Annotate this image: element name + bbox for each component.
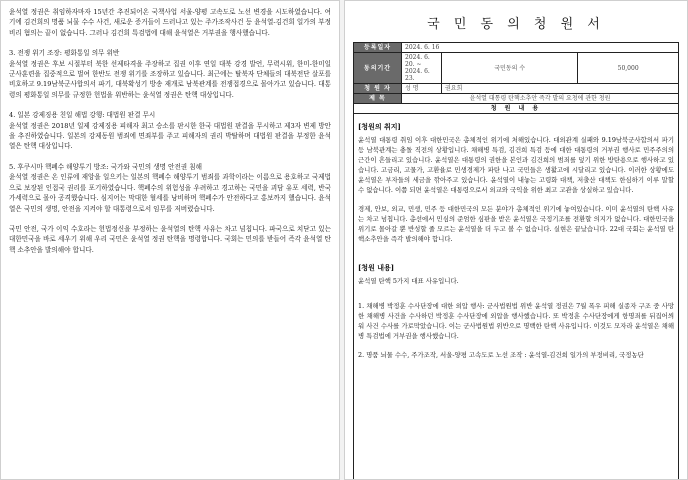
left-paragraph-body: 윤석열 정권은 후보 시절부터 북한 선제타격을 주장하고 집권 이후 연일 대북 강경 발언, 무력시위, 한미-한미일 군사훈련을 집중적으로 벌여 한반도 전쟁 위기를 조장하고 있습니다. 최근에는 탈북자 단체들의 대북전단 살포를 비호하고 9.19남북군사합의서 파기, 대북확성기 방송 재개로 남북관계를 전쟁접경으로 몰아가고 있습니다. 대통령의 평화통일 의무를 규정한 헌법을 위반하는 윤석열 정권은 탄핵 대상입니다. bbox=[9, 59, 331, 99]
right-page bbox=[344, 0, 688, 480]
content-item-list bbox=[358, 301, 674, 360]
document-title: 국 민 동 의 청 원 서 bbox=[427, 17, 605, 32]
period-value: 2024. 6. 20. ~ 2024. 6. 23. bbox=[402, 53, 442, 84]
purpose-paragraph: 윤석열 대통령 취임 이후 대한민국은 총체적인 위기에 처해있습니다. 대외관계 실패와 9.19남북군사합의서 파기 등 남북관계는 충돌 직전의 상황입니다. 채해병 특검, 김건희 특검 등에 대한 대통령의 거부권 행사로 민주주의의 근간이 흔들리고 있습니다. 윤석열은 대통령의 권한을 본인과 김건희의 범죄를 덮기 위한 방탄용으로 행사하고 있습니다. 고금리, 고물가, 고환율로 민생경제가 파탄 나고 국민들은 생활고에 시달리고 있습니다. 이러한 상황에도 윤석열은 부자들의 세금을 깎아주고 있습니다. 윤석열이 내놓는 고령화 대책, 저출산 대책도 한심하기 이루 말할 수 없습니다. 이쯤 되면 윤석열은 대통령으로서 외교와 국익을 위한 최고 고관을 상실하고 있습니다. bbox=[358, 136, 674, 194]
left-paragraph-body: 윤석열 정권은 2018년 일제 강제징용 피해자 최고 승소를 판시한 한국 대법원 판결을 무시하고 제3자 변제 방안을 추진하였습니다. 일본의 강제동원 범죄에 면죄부를 주고 피해자의 권리 박탈하며 대법원 판결을 부정한 윤석열은 탄핵 대상입니다. bbox=[9, 121, 331, 151]
purpose-heading: [청원의 취지] bbox=[358, 122, 401, 131]
left-page bbox=[0, 0, 340, 480]
left-paragraph-body: 윤석열 정권은 취임하자마자 15년간 추진되어온 국책사업 서울-양평 고속도로 노선 변경을 시도하였습니다. 여기에 김건희의 명품 뇌물 수수 사건, 새로운 증거들이 드러나고 있는 주가조작사건 등 윤석열-김건희 일가의 부정비리 혐의는 끝이 없습니다. 그러나 김건희 특검법에 대해 윤석열은 거부권을 행사했습니다. bbox=[9, 8, 331, 37]
content-item: 2. 명품 뇌물 수수, 주가조작, 서울-양평 고속도로 노선 조작 : 윤석열-김건희 일가의 부정비리, 국정농단 bbox=[358, 351, 644, 359]
agree-count-label: 국민동의 수 bbox=[442, 53, 578, 84]
left-paragraph bbox=[9, 162, 331, 214]
petitioner-value: 권요희 bbox=[442, 84, 679, 94]
petitioner-label: 청 원 자 bbox=[354, 84, 402, 94]
petition-info-table bbox=[353, 42, 679, 114]
content-item: 1. 채해병 박정훈 수사단장에 대한 외압 행사: 군사법원법 위반 윤석열 정권은 7월 폭우 피해 실종자 구조 중 사망한 채해병 사건을 수사하던 박정훈 수사단장에 외압을 행사했습니다. 또 박정훈 수사단장에게 항명죄를 뒤집어씌워 사건 수사를 가로막았습니다. 이는 군사법원법 위반으로 명백한 탄핵 사유입니다. 이것도 모자라 윤석열은 채해병 특검법에 거부권을 행사했습니다. bbox=[358, 302, 674, 340]
left-paragraph-title: 3. 전쟁 위기 조장: 평화통일 의무 위반 bbox=[9, 49, 120, 58]
content-intro: 윤석열 탄핵 5가지 대표 사유입니다. bbox=[358, 277, 459, 285]
agree-count-value: 50,000 bbox=[578, 53, 679, 84]
purpose-paragraph-list bbox=[358, 135, 674, 244]
petitioner-name-label: 성 명 bbox=[402, 84, 442, 94]
left-paragraph-title: 4. 일본 강제징용 친일 해법 강행: 대법원 판결 무시 bbox=[9, 111, 156, 120]
left-paragraph bbox=[9, 48, 331, 100]
period-label: 동의기간 bbox=[354, 53, 402, 84]
petition-body bbox=[353, 114, 679, 480]
left-paragraph bbox=[9, 7, 331, 38]
subject-value: 윤석열 대통령 탄핵소추안 즉각 발의 요청에 관한 청원 bbox=[402, 94, 679, 104]
reg-date-value: 2024. 6. 16 bbox=[402, 43, 679, 53]
left-paragraph-title: 5. 후쿠시마 핵폐수 해양투기 방조: 국가와 국민의 생명 안전권 침해 bbox=[9, 162, 202, 171]
left-paragraph-body: 국민 안전, 국가 이익 수호라는 헌법정신을 부정하는 윤석열의 탄핵 사유는 차고 넘칩니다. 파국으로 치닫고 있는 대한민국을 바로 세우기 위해 우리 국민은 윤석열 정권 탄핵을 명령합니다. 국회는 민의를 받들어 즉각 윤석열 탄핵 소추안을 발의해야 합니다. bbox=[9, 224, 331, 254]
subject-label: 제 목 bbox=[354, 94, 402, 104]
reg-date-label: 등록일자 bbox=[354, 43, 402, 53]
left-paragraph-body: 윤석열 정권은 온 인류에 재앙을 일으키는 일본의 핵폐수 해양투기 범죄를 과학이라는 이름으로 용호하고 국제법으로 보장된 인접국 권리를 포기하였습니다. 핵폐수의 위험성을 우려하고 경고하는 국민을 괴담 유포 세력, 반국가세력으로 몰아 공격했습니다. 심지어는 막대한 혈세를 낭비하며 핵폐수가 안전하다고 홍보까지 했습니다. 윤석열은 국민의 생명, 안전을 지켜야 할 대통령으로서 임무를 저버렸습니다. bbox=[9, 173, 331, 213]
content-header: 청 원 내 용 bbox=[354, 104, 679, 114]
purpose-paragraph: 경제, 안보, 외교, 민생, 민주 등 대한민국의 모든 분야가 총체적인 위기에 놓여있습니다. 이미 윤석열의 탄핵 사유는 차고 넘칩니다. 총선에서 민심의 준엄한 심판을 받은 윤석열은 국정기조를 전환할 의지가 없습니다. 대한민국을 위기로 몰아갈 뿐 반성할 줄 모르는 윤석열을 더 두고 볼 수 없습니다. 실현은 끝났습니다. 22대 국회는 윤석열 탄핵소추안을 즉각 발의해야 합니다. bbox=[358, 205, 674, 243]
content-heading: [청원 내용] bbox=[358, 263, 395, 272]
left-paragraph bbox=[9, 224, 331, 255]
left-paragraph-list bbox=[9, 7, 331, 255]
left-paragraph bbox=[9, 110, 331, 152]
